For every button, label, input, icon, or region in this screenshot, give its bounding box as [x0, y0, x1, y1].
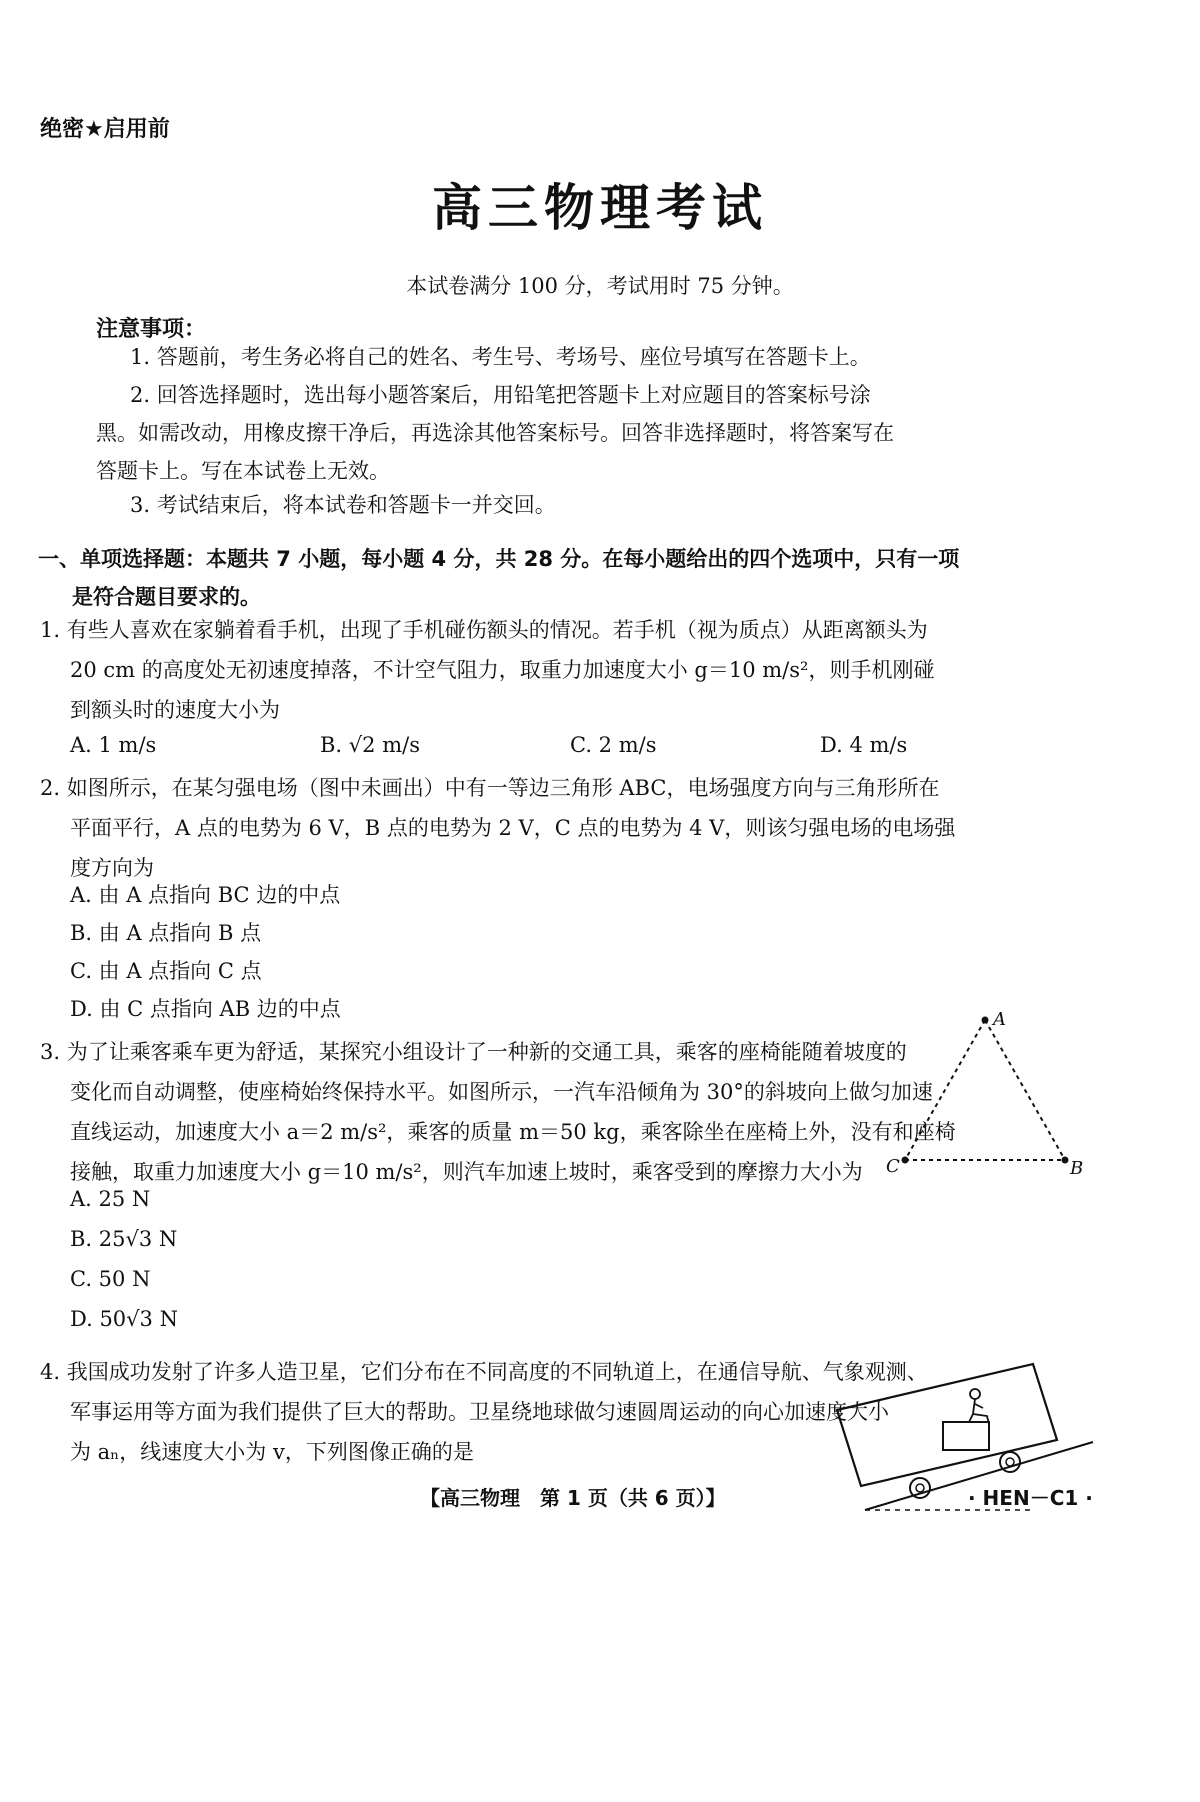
question-3-line-3: 直线运动，加速度大小 a＝2 m/s²，乘客的质量 m＝50 kg，乘客除坐在座椅上外，没有和座椅 — [70, 1120, 956, 1144]
question-4-line-1: 4. 我国成功发射了许多人造卫星，它们分布在不同高度的不同轨道上，在通信导航、气象观测、 — [40, 1360, 928, 1384]
notice-item-2-line-3: 答题卡上。写在本试卷上无效。 — [96, 459, 390, 483]
question-2-line-3: 度方向为 — [70, 856, 154, 880]
question-2 — [40, 768, 1090, 888]
label-a: A — [993, 1009, 1006, 1030]
label-c: C — [886, 1156, 900, 1177]
confidential-label: 绝密★启用前 — [40, 117, 170, 142]
question-3-line-4: 接触，取重力加速度大小 g＝10 m/s²，则汽车加速上坡时，乘客受到的摩擦力大小为 — [70, 1160, 863, 1184]
point-a — [982, 1017, 989, 1024]
footer-code: · HEN－C1 · — [968, 1486, 1093, 1510]
question-4-line-2: 军事运用等方面为我们提供了巨大的帮助。卫星绕地球做匀速圆周运动的向心加速度大小 — [70, 1400, 889, 1424]
question-3 — [40, 1032, 1090, 1192]
footer-page-info: 【高三物理 第 1 页（共 6 页）】 — [420, 1486, 726, 1510]
question-2-line-2: 平面平行，A 点的电势为 6 V，B 点的电势为 2 V，C 点的电势为 4 V，则该匀强电场的电场强 — [70, 816, 956, 840]
rear-wheel-hub — [916, 1484, 924, 1492]
rear-wheel — [910, 1478, 930, 1498]
question-1-option-a: A. 1 m/s — [70, 733, 157, 757]
question-3-option-d: D. 50√3 N — [70, 1307, 178, 1331]
page-title: 高三物理考试 — [432, 179, 768, 237]
notice-item-2-line-2: 黑。如需改动，用橡皮擦干净后，再选涂其他答案标号。回答非选择题时，将答案写在 — [96, 421, 894, 445]
question-1-option-d: D. 4 m/s — [820, 733, 908, 757]
notice-title: 注意事项： — [96, 317, 207, 342]
notice-item-1: 1. 答题前，考生务必将自己的姓名、考生号、考场号、座位号填写在答题卡上。 — [130, 345, 871, 369]
question-2-option-d: D. 由 C 点指向 AB 边的中点 — [70, 997, 341, 1021]
section-heading-line-1: 一、单项选择题：本题共 7 小题，每小题 4 分，共 28 分。在每小题给出的四个选项中，只有一项 — [38, 547, 960, 571]
question-4 — [40, 1352, 1090, 1472]
question-1-line-1: 1. 有些人喜欢在家躺着看手机，出现了手机碰伤额头的情况。若手机（视为质点）从距离额头为 — [40, 618, 928, 642]
question-2-option-a: A. 由 A 点指向 BC 边的中点 — [70, 883, 341, 907]
question-2-line-1: 2. 如图所示，在某匀强电场（图中未画出）中有一等边三角形 ABC，电场强度方向与三角形所在 — [40, 776, 940, 800]
question-1-line-3: 到额头时的速度大小为 — [70, 698, 280, 722]
question-2-options — [70, 876, 670, 1028]
question-3-line-2: 变化而自动调整，使座椅始终保持水平。如图所示，一汽车沿倾角为 30°的斜坡向上做匀加速 — [70, 1080, 933, 1104]
question-2-option-c: C. 由 A 点指向 C 点 — [70, 959, 262, 983]
question-3-option-a: A. 25 N — [70, 1187, 151, 1211]
question-3-option-b: B. 25√3 N — [70, 1227, 178, 1251]
section-heading — [38, 540, 1088, 616]
exam-info: 本试卷满分 100 分，考试用时 75 分钟。 — [406, 274, 794, 298]
question-1-line-2: 20 cm 的高度处无初速度掉落，不计空气阻力，取重力加速度大小 g＝10 m/s²，则手机刚碰 — [70, 658, 935, 682]
question-1 — [40, 610, 1090, 730]
question-4-line-3: 为 aₙ，线速度大小为 v，下列图像正确的是 — [70, 1440, 474, 1464]
section-heading-line-2: 是符合题目要求的。 — [72, 585, 261, 609]
notice-item-2-line-1: 2. 回答选择题时，选出每小题答案后，用铅笔把答题卡上对应题目的答案标号涂 — [130, 383, 871, 407]
notice-item-3: 3. 考试结束后，将本试卷和答题卡一并交回。 — [130, 493, 556, 517]
question-2-option-b: B. 由 A 点指向 B 点 — [70, 921, 262, 945]
question-1-options — [70, 726, 1070, 764]
notice-item-2 — [96, 376, 1096, 490]
question-3-option-c: C. 50 N — [70, 1267, 151, 1291]
question-1-option-c: C. 2 m/s — [570, 733, 657, 757]
label-b: B — [1070, 1158, 1084, 1178]
question-1-option-b: B. √2 m/s — [320, 733, 420, 757]
question-3-line-1: 3. 为了让乘客乘车更为舒适，某探究小组设计了一种新的交通工具，乘客的座椅能随着坡度的 — [40, 1040, 907, 1064]
question-3-options — [70, 1180, 470, 1340]
